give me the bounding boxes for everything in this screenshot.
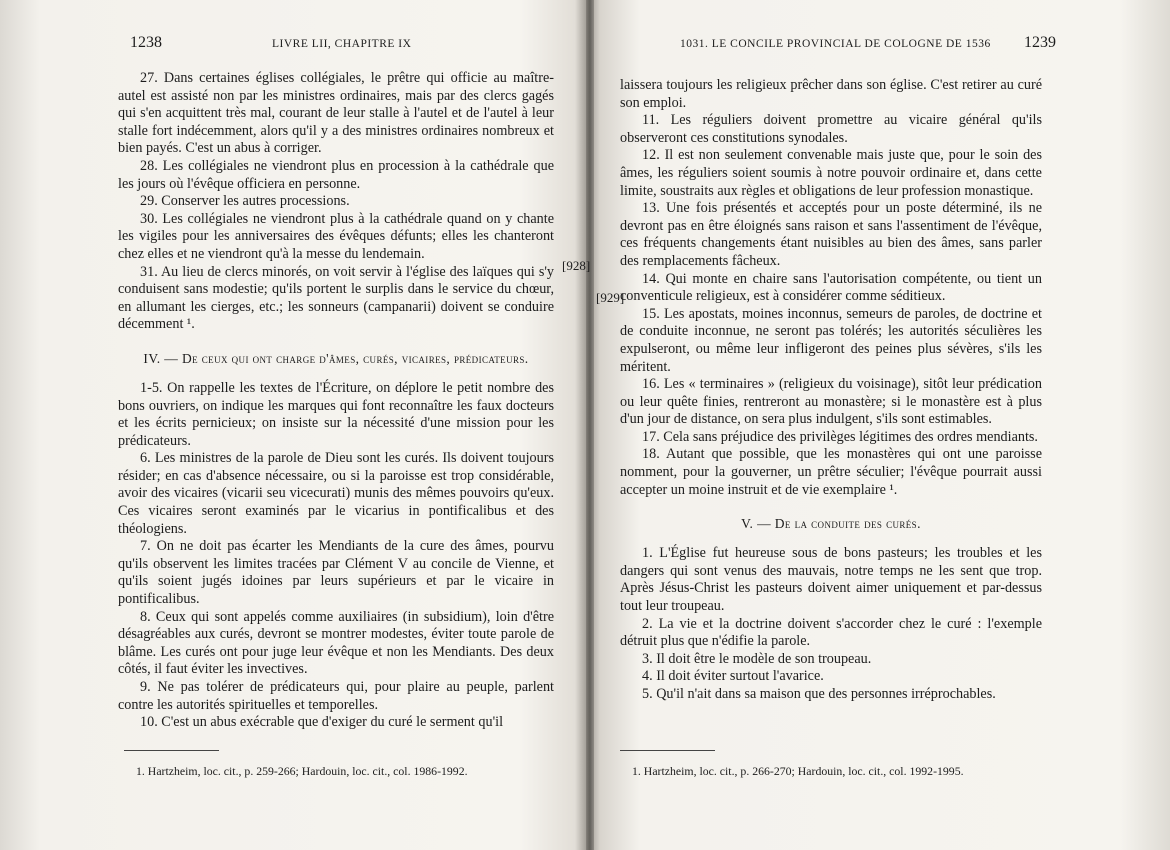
- paragraph: 12. Il est non seulement convenable mais juste que, pour le soin des âmes, les réguliers soient soumis à notre pouvoir ordinaire et, dans cette limite, soustraits aux règles et obligations de leur profession monastique.: [620, 147, 1042, 199]
- page-body: [620, 77, 1042, 704]
- paragraph: 27. Dans certaines églises collégiales, le prêtre qui officie au maître-autel est assisté non par les ministres ordinaires, mais par des clercs gagés qui s'en acquittent très mal, courant de leur stalle à l'autel et de l'autel à leur stalle fort indécemment, alors qu'il y a des ministres ordinaires nombreux et bien payés. C'est un abus à corriger.: [118, 70, 554, 157]
- paragraph: 7. On ne doit pas écarter les Mendiants de la cure des âmes, pourvu qu'ils observent les limites tracées par Clément V au concile de Vienne, et qu'ils soient jugés idoines par leurs supérieurs et par le vicaire in pontificalibus.: [118, 538, 554, 608]
- paragraph: 31. Au lieu de clercs minorés, on voit servir à l'église des laïques qui s'y conduisent sans modestie; qu'ils portent le surplis dans le service du chœur, en allumant les cierges, etc.; les sonneurs (campanarii) doivent se conduire décemment ¹.: [118, 263, 554, 333]
- section-title: IV. — De ceux qui ont charge d'âmes, curés, vicaires, prédicateurs.: [143, 350, 529, 366]
- page-number: 1238: [130, 34, 162, 51]
- paragraph: 1. L'Église fut heureuse sous de bons pasteurs; les troubles et les dangers qui sont venus des mauvais, notre temps ne les sent que trop. Après Jésus-Christ les pasteurs doivent aimer uniquement et par-dessus tout leur troupeau.: [620, 545, 1042, 615]
- right-page: [592, 0, 1170, 850]
- margin-note: [929]: [596, 290, 625, 305]
- paragraph: 29. Conserver les autres processions.: [140, 193, 350, 210]
- footnote-rule: [124, 750, 219, 751]
- paragraph: 14. Qui monte en chaire sans l'autorisation compétente, ou tient un conventicule religieux, est à considérer comme séditieux.: [620, 270, 1042, 305]
- paragraph: 1-5. On rappelle les textes de l'Écriture, on déplore le petit nombre des bons ouvriers, on indique les marques qui font reconnaître les faux docteurs et les écrits pernicieux; on insiste sur la nécessité d'une mission pour les prédicateurs.: [118, 379, 554, 449]
- footnote-rule: [620, 750, 715, 751]
- paragraph: 5. Qu'il n'ait dans sa maison que des personnes irréprochables.: [642, 686, 996, 702]
- paragraph: 6. Les ministres de la parole de Dieu sont les curés. Ils doivent toujours résider; en cas d'absence nécessaire, ou si la paroisse est trop considérable, avoir des vicaires (vicarii seu vicecurati) munis des mêmes pouvoirs qu'eux. Ces vicaires seront examinés par le vicarius in pontificalibus et des théologiens.: [118, 450, 554, 537]
- section-title: V. — De la conduite des curés.: [741, 516, 921, 532]
- footnote: 1. Hartzheim, loc. cit., p. 266-270; Hardouin, loc. cit., col. 1992-1995.: [632, 764, 964, 778]
- paragraph: 17. Cela sans préjudice des privilèges légitimes des ordres mendiants.: [642, 428, 1038, 445]
- paragraph: laissera toujours les religieux prêcher dans son église. C'est retirer au curé son emploi.: [620, 77, 1042, 111]
- page-number: 1239: [1024, 34, 1056, 51]
- running-header: 1031. LE CONCILE PROVINCIAL DE COLOGNE DE 1536: [680, 38, 991, 50]
- paragraph: 10. C'est un abus exécrable que d'exiger du curé le serment qu'il: [140, 714, 504, 731]
- paragraph: 11. Les réguliers doivent promettre au vicaire général qu'ils observeront ces constitutions synodales.: [620, 112, 1042, 146]
- paragraph: 30. Les collégiales ne viendront plus à la cathédrale quand on y chante les vigiles pour les anniversaires des évêques défunts; elles les chanteront chez elles et ne viendront qu'à la messe du lendemain.: [118, 210, 554, 262]
- paragraph: 18. Autant que possible, que les monastères qui ont une paroisse nomment, pour la gouverner, un prêtre séculier; l'évêque pourrait aussi accepter un moine instruit et de vie exemplaire ¹.: [620, 446, 1042, 498]
- paragraph: 3. Il doit être le modèle de son troupeau.: [642, 650, 872, 667]
- paragraph: 9. Ne pas tolérer de prédicateurs qui, pour plaire au peuple, parlent contre les autorités spirituelles et temporelles.: [118, 679, 554, 713]
- running-header: LIVRE LII, CHAPITRE IX: [272, 38, 412, 50]
- page-body: [118, 70, 554, 732]
- paragraph: 15. Les apostats, moines inconnus, semeurs de paroles, de doctrine et de conduite inconnue, ne seront pas tolérés; les autorités séculières les expulseront, ou même leur infligeront des peines plus sévères, s'ils les méritent.: [620, 305, 1042, 375]
- margin-note: [928]: [562, 258, 591, 273]
- footnote: 1. Hartzheim, loc. cit., p. 259-266; Hardouin, loc. cit., col. 1986-1992.: [136, 764, 468, 778]
- paragraph: 16. Les « terminaires » (religieux du voisinage), sitôt leur prédication ou leur quête finies, rentreront au monastère; si le monastère est à plus d'un jour de distance, on sera plus indulgent, s'ils sont estimables.: [620, 376, 1042, 428]
- paragraph: 8. Ceux qui sont appelés comme auxiliaires (in subsidium), loin d'être désagréables aux curés, devront se montrer modestes, éviter toute parole de blâme. Les curés ont pour juge leur évêque et non les Mendiants. Des deux côtés, il faut éviter les invectives.: [118, 608, 554, 678]
- paragraph: 4. Il doit éviter surtout l'avarice.: [642, 668, 824, 685]
- paragraph: 28. Les collégiales ne viendront plus en procession à la cathédrale que les jours où l'évêque officiera en personne.: [118, 157, 554, 192]
- paragraph: 13. Une fois présentés et acceptés pour un poste déterminé, ils ne devront pas en être éloignés sans raison et sans l'assentiment de l'évêque, ces fréquents changements étant nuisibles au bien des âmes, sans parler des remplacements fâcheux.: [620, 200, 1042, 269]
- paragraph: 2. La vie et la doctrine doivent s'accorder chez le curé : l'exemple détruit plus que n'édifie la parole.: [620, 615, 1042, 650]
